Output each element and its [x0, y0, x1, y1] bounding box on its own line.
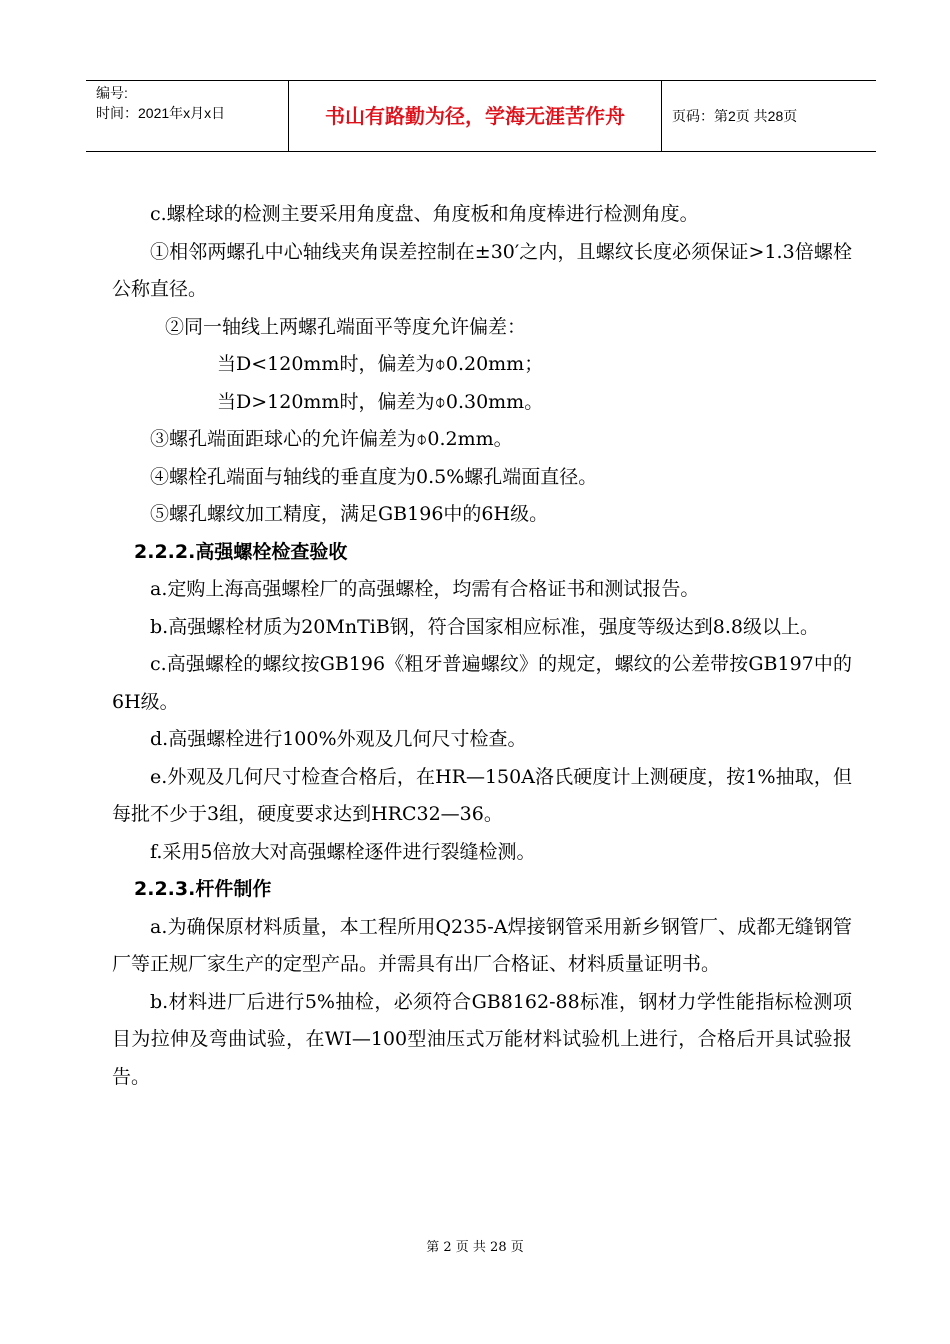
- paragraph: ②同一轴线上两螺孔端面平等度允许偏差：: [165, 315, 527, 338]
- page-footer: 第 2 页 共 28 页: [426, 1240, 524, 1255]
- paragraph: 当D>120mm时，偏差为⌽0.30mm。: [217, 390, 544, 413]
- header-page-info: 页码：第2页 共28页: [672, 108, 798, 124]
- header-meta-cell: [86, 81, 289, 151]
- number-label: 编号:: [96, 85, 128, 101]
- paragraph: ③螺孔端面距球心的允许偏差为⌽0.2mm。: [150, 428, 513, 450]
- paragraph: ①相邻两螺孔中心轴线夹角误差控制在±30′之内，且螺纹长度必须保证>1.3倍螺栓公称直径。: [112, 240, 852, 300]
- paragraph: ⑤螺孔螺纹加工精度，满足GB196中的6H级。: [150, 503, 549, 525]
- paragraph: a.为确保原材料质量，本工程所用Q235-A焊接钢管采用新乡钢管厂、成都无缝钢管厂等正规厂家生产的定型产品。并需具有出厂合格证、材料质量证明书。: [112, 915, 852, 975]
- page-header: [86, 80, 876, 152]
- paragraph: ④螺栓孔端面与轴线的垂直度为0.5%螺孔端面直径。: [150, 465, 598, 488]
- paragraph: 当D<120mm时，偏差为⌽0.20mm；: [217, 353, 544, 375]
- paragraph: b.高强螺栓材质为20MnTiB钢，符合国家相应标准，强度等级达到8.8级以上。: [150, 615, 820, 638]
- header-motto: 书山有路勤为径，学海无涯苦作舟: [289, 81, 662, 151]
- document-body: [112, 196, 852, 1096]
- section-heading: 2.2.2.高强螺栓检查验收: [134, 540, 348, 563]
- paragraph: c.螺栓球的检测主要采用角度盘、角度板和角度棒进行检测角度。: [150, 203, 699, 225]
- paragraph: d.高强螺栓进行100%外观及几何尺寸检查。: [150, 728, 527, 750]
- paragraph: f.采用5倍放大对高强螺栓逐件进行裂缝检测。: [150, 840, 536, 863]
- time-label: 时间：2021年x月x日: [96, 105, 226, 121]
- paragraph: c.高强螺栓的螺纹按GB196《粗牙普遍螺纹》的规定，螺纹的公差带按GB197中的6H级。: [112, 653, 852, 713]
- paragraph: e.外观及几何尺寸检查合格后，在HR—150A洛氏硬度计上测硬度，按1%抽取，但每批不少于3组，硬度要求达到HRC32—36。: [112, 765, 852, 825]
- paragraph: b.材料进厂后进行5%抽检，必须符合GB8162-88标准，钢材力学性能指标检测项目为拉伸及弯曲试验，在WI—100型油压式万能材料试验机上进行，合格后开具试验报告。: [112, 990, 852, 1088]
- section-heading: 2.2.3.杆件制作: [134, 878, 272, 900]
- paragraph: a.定购上海高强螺栓厂的高强螺栓，均需有合格证书和测试报告。: [150, 578, 700, 600]
